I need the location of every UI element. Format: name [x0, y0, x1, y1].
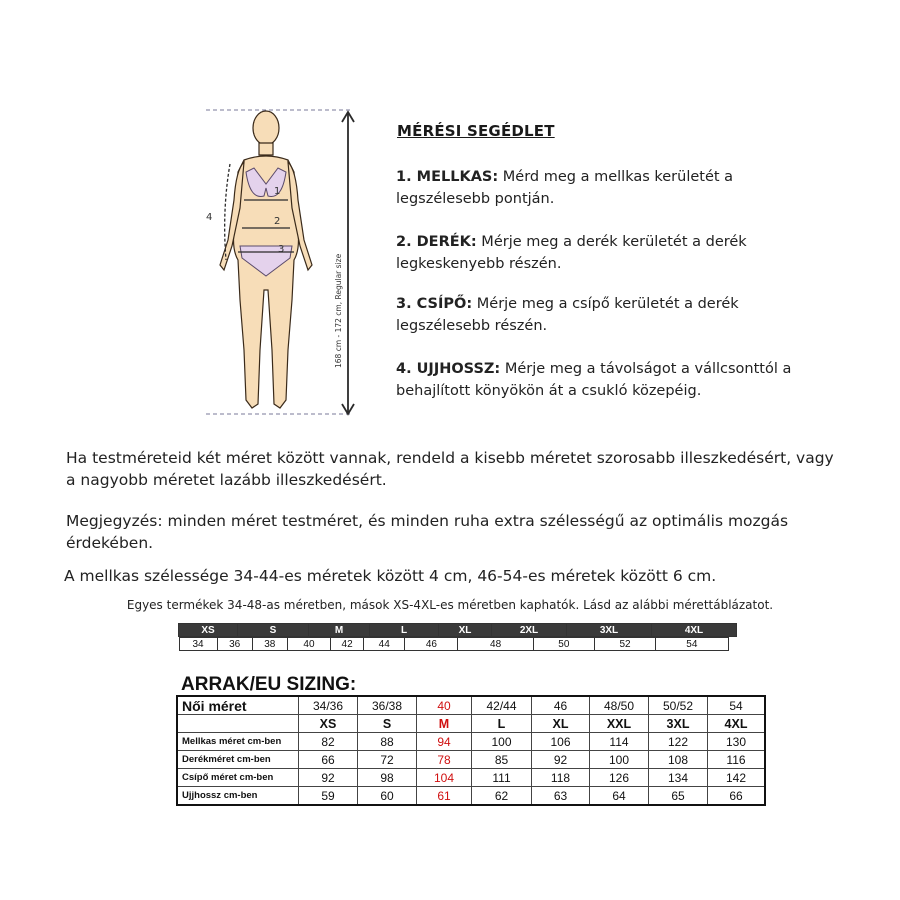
strip-letter: 2XL	[492, 624, 567, 637]
table-cell: 111	[472, 769, 532, 787]
guide-item-text: Mérje meg a derék kerületét a derék legkeskenyebb részén.	[396, 234, 747, 272]
eu-size: 40	[417, 696, 472, 715]
guide-item-text: Mérd meg a mellkas kerületét a legszélesebb pontján.	[396, 169, 734, 207]
eu-size: 34/36	[299, 696, 358, 715]
strip-letter: L	[370, 624, 439, 637]
table-cell: 114	[590, 733, 649, 751]
strip-number: 44	[364, 638, 405, 651]
strip-number: 46	[405, 638, 458, 651]
row-label: Mellkas méret cm-ben	[177, 733, 299, 751]
row-label: Csípő méret cm-ben	[177, 769, 299, 787]
marker-4: 4	[206, 212, 213, 223]
letter-size: S	[358, 715, 417, 733]
letter-size: L	[472, 715, 532, 733]
size-conversion-strip	[178, 623, 737, 651]
letter-size: XL	[532, 715, 590, 733]
guide-item-text: Mérje meg a távolságot a vállcsonttól a behajlított könyökön át a csukló közepéig.	[396, 361, 792, 399]
marker-1: 1	[274, 186, 281, 197]
table-cell: 106	[532, 733, 590, 751]
table-row	[177, 751, 765, 769]
empty-label-cell	[177, 715, 299, 733]
table-cell: 100	[472, 733, 532, 751]
sizing-header-label: Női méret	[177, 696, 299, 715]
table-cell: 60	[358, 787, 417, 806]
eu-size-row	[177, 696, 765, 715]
letter-size: M	[417, 715, 472, 733]
strip-number: 48	[458, 638, 533, 651]
between-sizes-paragraph: Ha testméreteid két méret között vannak, rendeld a kisebb méretet szorosabb illeszkedésért, vagy a nagyobb méretet lazább illeszkedésért.	[66, 449, 834, 489]
table-cell: 92	[532, 751, 590, 769]
strip-number: 40	[287, 638, 330, 651]
marker-3: 3	[278, 244, 285, 255]
table-row	[177, 787, 765, 806]
table-cell: 61	[417, 787, 472, 806]
strip-number: 54	[656, 638, 728, 651]
strip-number: 38	[252, 638, 287, 651]
table-cell: 65	[649, 787, 708, 806]
strip-number: 36	[217, 638, 252, 651]
table-cell: 122	[649, 733, 708, 751]
row-label: Ujjhossz cm-ben	[177, 787, 299, 806]
table-cell: 72	[358, 751, 417, 769]
body-measurement-figure	[200, 100, 370, 430]
note-paragraph: Megjegyzés: minden méret testméret, és minden ruha extra szélességű az optimális mozgás érdekében.	[66, 512, 789, 552]
strip-letter: XL	[439, 624, 492, 637]
letter-size: 4XL	[708, 715, 766, 733]
table-cell: 92	[299, 769, 358, 787]
table-cell: 64	[590, 787, 649, 806]
table-cell: 118	[532, 769, 590, 787]
table-row	[177, 733, 765, 751]
chest-width-paragraph: A mellkas szélessége 34-44-es méretek között 4 cm, 46-54-es méretek között 6 cm.	[64, 567, 717, 585]
guide-item-sleeve	[396, 358, 816, 402]
strip-number: 52	[594, 638, 655, 651]
table-cell: 78	[417, 751, 472, 769]
table-cell: 82	[299, 733, 358, 751]
eu-size: 46	[532, 696, 590, 715]
guide-item-text: Mérje meg a csípő kerületét a derék legszélesebb részén.	[396, 296, 739, 334]
table-cell: 126	[590, 769, 649, 787]
letter-size-row	[177, 715, 765, 733]
table-cell: 66	[708, 787, 766, 806]
table-cell: 108	[649, 751, 708, 769]
table-cell: 85	[472, 751, 532, 769]
table-cell: 134	[649, 769, 708, 787]
table-cell: 100	[590, 751, 649, 769]
letter-size: XS	[299, 715, 358, 733]
guide-item-label: 4. UJJHOSSZ:	[396, 361, 501, 377]
table-row	[177, 769, 765, 787]
guide-item-chest	[396, 166, 816, 210]
letter-size: XXL	[590, 715, 649, 733]
strip-letter: S	[238, 624, 309, 637]
table-cell: 62	[472, 787, 532, 806]
strip-number-row	[179, 637, 737, 652]
table-cell: 94	[417, 733, 472, 751]
table-cell: 88	[358, 733, 417, 751]
row-label: Derékméret cm-ben	[177, 751, 299, 769]
table-cell: 104	[417, 769, 472, 787]
strip-letter: XS	[179, 624, 238, 637]
availability-note: Egyes termékek 34-48-as méretben, mások XS-4XL-es méretben kaphatók. Lásd az alábbi mérettáblázatot.	[126, 598, 774, 612]
guide-item-hip	[396, 293, 816, 337]
sizing-table-title: ARRAK/EU SIZING:	[181, 674, 357, 695]
table-cell: 59	[299, 787, 358, 806]
table-cell: 66	[299, 751, 358, 769]
eu-size: 48/50	[590, 696, 649, 715]
strip-letter: 4XL	[652, 624, 737, 637]
guide-item-label: 1. MELLKAS:	[396, 169, 499, 185]
eu-size: 54	[708, 696, 766, 715]
strip-letter: 3XL	[567, 624, 652, 637]
guide-item-label: 3. CSÍPŐ:	[396, 296, 473, 312]
guide-item-waist	[396, 231, 816, 275]
table-cell: 116	[708, 751, 766, 769]
letter-size: 3XL	[649, 715, 708, 733]
height-label: 168 cm - 172 cm, Regular size	[334, 253, 343, 368]
strip-letter-row	[179, 624, 737, 637]
guide-title: MÉRÉSI SEGÉDLET	[397, 122, 555, 140]
table-cell: 63	[532, 787, 590, 806]
table-cell: 98	[358, 769, 417, 787]
strip-number: 42	[331, 638, 364, 651]
strip-letter: M	[309, 624, 370, 637]
sizing-table	[176, 695, 766, 806]
table-cell: 130	[708, 733, 766, 751]
guide-item-label: 2. DERÉK:	[396, 234, 477, 250]
eu-size: 42/44	[472, 696, 532, 715]
strip-number: 34	[179, 638, 217, 651]
eu-size: 50/52	[649, 696, 708, 715]
table-cell: 142	[708, 769, 766, 787]
marker-2: 2	[274, 216, 281, 227]
strip-number: 50	[533, 638, 594, 651]
eu-size: 36/38	[358, 696, 417, 715]
